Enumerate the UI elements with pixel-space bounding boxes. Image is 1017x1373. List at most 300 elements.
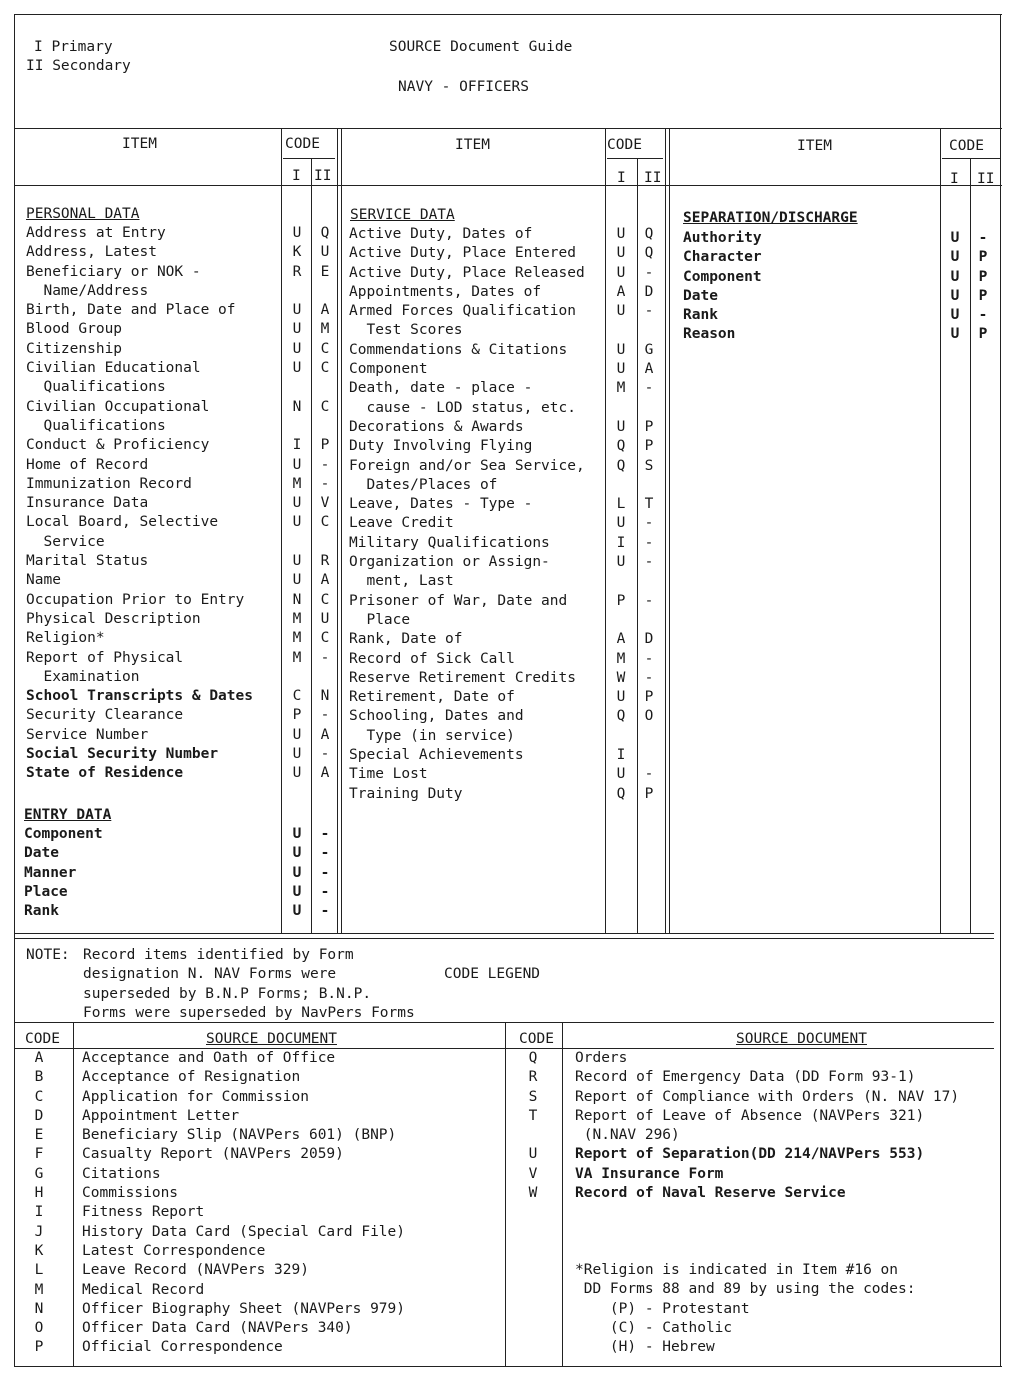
col1-code-split bbox=[311, 158, 312, 933]
legend-right-source-header: SOURCE DOCUMENT bbox=[736, 1031, 867, 1047]
personal-data-heading: PERSONAL DATA bbox=[26, 206, 140, 222]
secondary-code: C bbox=[320, 591, 330, 608]
primary-code: M bbox=[292, 475, 302, 492]
secondary-code: - bbox=[320, 746, 330, 763]
legend-code: K bbox=[34, 1242, 44, 1259]
primary-code: I bbox=[616, 747, 626, 764]
primary-code: N bbox=[292, 591, 302, 608]
primary-code: Q bbox=[616, 457, 626, 474]
secondary-code bbox=[316, 533, 334, 552]
item-row: Reserve Retirement Credits bbox=[349, 669, 576, 686]
item-row: Active Duty, Place Entered bbox=[349, 245, 576, 262]
secondary-code: - bbox=[978, 307, 988, 324]
item-row: Physical Description bbox=[26, 610, 201, 627]
col2-col3-divider-2 bbox=[669, 128, 670, 933]
note-text bbox=[83, 946, 415, 1023]
code1-underline bbox=[283, 158, 335, 159]
primary-code: U bbox=[950, 230, 960, 246]
personal-data-list bbox=[26, 224, 253, 784]
col2-code-header: CODE bbox=[607, 137, 642, 153]
primary-code: P bbox=[616, 592, 626, 609]
secondary-code: C bbox=[320, 340, 330, 357]
item-row: Dates/Places of bbox=[349, 476, 498, 493]
legend-code: S bbox=[528, 1088, 538, 1105]
col1-col2-divider-2 bbox=[341, 128, 342, 933]
legend-code: B bbox=[34, 1069, 44, 1086]
secondary-code: C bbox=[320, 630, 330, 647]
secondary-code: U bbox=[320, 610, 330, 627]
secondary-code: - bbox=[320, 864, 330, 881]
separation-primary-codes bbox=[946, 229, 964, 345]
secondary-code: - bbox=[320, 826, 330, 842]
code-legend-title: CODE LEGEND bbox=[444, 966, 541, 982]
item-row: Qualifications bbox=[26, 379, 166, 396]
legend-code: D bbox=[34, 1107, 44, 1124]
table-bottom-rule-2 bbox=[14, 938, 994, 939]
item-row: Beneficiary or NOK - bbox=[26, 263, 201, 280]
legend-document: Record of Emergency Data (DD Form 93-1) bbox=[575, 1069, 916, 1086]
primary-code: L bbox=[616, 496, 626, 513]
item-row: Type (in service) bbox=[349, 727, 515, 744]
item-row: Occupation Prior to Entry bbox=[26, 591, 245, 608]
legend-code: U bbox=[528, 1146, 538, 1163]
secondary-code: A bbox=[320, 726, 330, 743]
secondary-code: V bbox=[320, 495, 330, 512]
secondary-code: - bbox=[644, 650, 654, 667]
secondary-code: - bbox=[644, 669, 654, 686]
item-row: Examination bbox=[26, 668, 140, 685]
primary-code bbox=[612, 399, 630, 418]
legend-document: Medical Record bbox=[82, 1281, 205, 1298]
item-row: State of Residence bbox=[26, 765, 184, 782]
item-row: Leave Credit bbox=[349, 515, 454, 532]
secondary-code bbox=[640, 572, 658, 591]
secondary-code: - bbox=[320, 649, 330, 666]
personal-data-secondary-codes bbox=[316, 224, 334, 784]
col1-code-header: CODE bbox=[285, 136, 320, 152]
primary-code: M bbox=[292, 610, 302, 627]
secondary-code: U bbox=[320, 244, 330, 261]
item-row: Active Duty, Place Released bbox=[349, 264, 585, 281]
item-row: Insurance Data bbox=[26, 495, 149, 512]
item-row: Record of Sick Call bbox=[349, 650, 515, 667]
legend-document: Acceptance and Oath of Office bbox=[82, 1050, 336, 1066]
legend-document: VA Insurance Form bbox=[575, 1165, 724, 1182]
legend-code: Q bbox=[528, 1050, 538, 1066]
note-line: Forms were superseded by NavPers Forms bbox=[83, 1004, 415, 1021]
item-row: School Transcripts & Dates bbox=[26, 688, 253, 705]
legend-document: Official Correspondence bbox=[82, 1339, 283, 1356]
item-row: Civilian Educational bbox=[26, 360, 201, 377]
secondary-code: - bbox=[644, 380, 654, 397]
secondary-code: Q bbox=[644, 245, 654, 262]
religion-note-line: (C) - Catholic bbox=[575, 1319, 733, 1336]
col2-col3-divider bbox=[665, 128, 666, 933]
service-data-secondary-codes bbox=[640, 225, 658, 804]
item-row: Qualifications bbox=[26, 417, 166, 434]
religion-note-line: *Religion is indicated in Item #16 on bbox=[575, 1262, 899, 1278]
primary-code: U bbox=[292, 495, 302, 512]
item-row: Address at Entry bbox=[26, 225, 166, 241]
secondary-code bbox=[640, 727, 658, 746]
item-row: Active Duty, Dates of bbox=[349, 226, 533, 242]
primary-code: M bbox=[616, 380, 626, 397]
item-row: Armed Forces Qualification bbox=[349, 303, 576, 320]
legend-left-source-header: SOURCE DOCUMENT bbox=[206, 1031, 337, 1047]
item-row: Leave, Dates - Type - bbox=[349, 496, 533, 513]
item-row: Name/Address bbox=[26, 282, 149, 299]
item-row: Report of Physical bbox=[26, 649, 184, 666]
primary-code: U bbox=[616, 226, 626, 242]
secondary-code: P bbox=[644, 689, 654, 706]
col2-code-ii: II bbox=[644, 170, 662, 186]
primary-code: R bbox=[292, 263, 302, 280]
legend-code: V bbox=[528, 1165, 538, 1182]
legend-document: Report of Leave of Absence (NAVPers 321) bbox=[575, 1107, 925, 1124]
primary-code: U bbox=[292, 864, 302, 881]
service-data-list bbox=[349, 225, 585, 804]
secondary-code: T bbox=[644, 496, 654, 513]
item-row: Special Achievements bbox=[349, 747, 524, 764]
secondary-code bbox=[316, 378, 334, 397]
item-row: Immunization Record bbox=[26, 475, 192, 492]
primary-code: K bbox=[292, 244, 302, 261]
frame-top bbox=[14, 14, 1002, 15]
item-row: Address, Latest bbox=[26, 244, 157, 261]
legend-left-documents bbox=[82, 1049, 405, 1358]
legend-document: Report of Separation(DD 214/NAVPers 553) bbox=[575, 1146, 925, 1163]
legend-document: Leave Record (NAVPers 329) bbox=[82, 1262, 309, 1279]
secondary-code: A bbox=[644, 361, 654, 378]
entry-data-primary-codes bbox=[288, 825, 306, 921]
frame-bottom bbox=[14, 1366, 1002, 1367]
primary-code bbox=[288, 282, 306, 301]
col1-col2-divider bbox=[337, 128, 338, 933]
primary-code: U bbox=[950, 287, 960, 304]
legend-document: Commissions bbox=[82, 1185, 179, 1202]
item-row: Character bbox=[683, 249, 762, 266]
secondary-code: P bbox=[978, 326, 988, 343]
frame-right bbox=[1000, 14, 1001, 1367]
primary-code: U bbox=[616, 341, 626, 358]
legend-code: M bbox=[34, 1281, 44, 1298]
primary-code: U bbox=[292, 903, 302, 920]
entry-data-list bbox=[24, 825, 103, 921]
primary-code: U bbox=[950, 249, 960, 266]
legend-left-code-divider bbox=[73, 1022, 74, 1366]
legend-right-documents bbox=[575, 1049, 959, 1203]
primary-code: U bbox=[292, 553, 302, 570]
secondary-code: C bbox=[320, 514, 330, 531]
religion-note-line: (P) - Protestant bbox=[575, 1300, 750, 1317]
primary-code: U bbox=[292, 883, 302, 900]
secondary-code bbox=[640, 399, 658, 418]
religion-note-line: (H) - Hebrew bbox=[575, 1339, 715, 1356]
item-row: Schooling, Dates and bbox=[349, 708, 524, 725]
secondary-code bbox=[640, 746, 658, 765]
secondary-code: - bbox=[320, 845, 330, 862]
legend-code: A bbox=[34, 1050, 44, 1066]
legend-code: R bbox=[528, 1069, 538, 1086]
secondary-code: A bbox=[320, 302, 330, 319]
legend-right-codes bbox=[522, 1049, 544, 1203]
legend-document: Orders bbox=[575, 1050, 628, 1066]
primary-code: N bbox=[292, 398, 302, 415]
primary-code: U bbox=[616, 245, 626, 262]
item-row: Training Duty bbox=[349, 785, 463, 802]
primary-code bbox=[288, 668, 306, 687]
secondary-code: S bbox=[644, 457, 654, 474]
secondary-code bbox=[316, 668, 334, 687]
secondary-code: R bbox=[320, 553, 330, 570]
primary-code: U bbox=[292, 826, 302, 842]
col1-code-divider bbox=[281, 128, 282, 933]
service-data-primary-codes bbox=[612, 225, 630, 804]
legend-document: Fitness Report bbox=[82, 1204, 205, 1221]
item-row: Time Lost bbox=[349, 766, 428, 783]
primary-code: U bbox=[616, 766, 626, 783]
item-row: Name bbox=[26, 572, 61, 589]
secondary-code: - bbox=[978, 230, 988, 246]
primary-code: M bbox=[616, 650, 626, 667]
col3-code-divider bbox=[940, 128, 941, 933]
primary-code: Q bbox=[616, 708, 626, 725]
primary-code: U bbox=[616, 689, 626, 706]
legend-code: P bbox=[34, 1339, 44, 1356]
item-row: ment, Last bbox=[349, 573, 454, 590]
secondary-code bbox=[316, 417, 334, 436]
secondary-code: C bbox=[320, 398, 330, 415]
primary-code: U bbox=[950, 326, 960, 343]
primary-code: U bbox=[292, 456, 302, 473]
secondary-code: Q bbox=[320, 225, 330, 241]
legend-code: H bbox=[34, 1185, 44, 1202]
legend-code: O bbox=[34, 1320, 44, 1337]
legend-document: Officer Biography Sheet (NAVPers 979) bbox=[82, 1300, 406, 1317]
legend-document: Acceptance of Resignation bbox=[82, 1069, 301, 1086]
entry-row: Place bbox=[24, 883, 68, 900]
header-rule bbox=[14, 128, 1002, 129]
secondary-code: - bbox=[320, 883, 330, 900]
col3-code-i: I bbox=[950, 171, 959, 187]
separation-list bbox=[683, 229, 762, 345]
item-row: Home of Record bbox=[26, 456, 149, 473]
secondary-code: P bbox=[978, 268, 988, 285]
legend-document: (N.NAV 296) bbox=[575, 1127, 680, 1144]
primary-code: M bbox=[292, 649, 302, 666]
secondary-code: - bbox=[644, 264, 654, 281]
item-row: Civilian Occupational bbox=[26, 398, 210, 415]
table-bottom-rule bbox=[14, 933, 994, 934]
primary-code bbox=[288, 378, 306, 397]
item-row: Reason bbox=[683, 326, 736, 343]
primary-code: U bbox=[292, 572, 302, 589]
item-row: Decorations & Awards bbox=[349, 418, 524, 435]
col2-code-split bbox=[637, 158, 638, 933]
secondary-code: - bbox=[320, 475, 330, 492]
legend-code: L bbox=[34, 1262, 44, 1279]
secondary-code bbox=[316, 282, 334, 301]
col3-item-header: ITEM bbox=[797, 138, 832, 154]
item-row: Retirement, Date of bbox=[349, 689, 515, 706]
primary-code: U bbox=[616, 264, 626, 281]
primary-code: U bbox=[616, 418, 626, 435]
legend-code bbox=[522, 1126, 544, 1145]
item-row: Place bbox=[349, 611, 411, 628]
note-line: designation N. NAV Forms were bbox=[83, 966, 337, 983]
item-row: Rank bbox=[683, 307, 718, 324]
col1-item-header: ITEM bbox=[122, 136, 157, 152]
item-row: cause - LOD status, etc. bbox=[349, 399, 576, 416]
primary-code bbox=[612, 727, 630, 746]
legend-document: Citations bbox=[82, 1165, 161, 1182]
legend-document: Report of Compliance with Orders (N. NAV 17) bbox=[575, 1088, 960, 1105]
secondary-code bbox=[640, 321, 658, 340]
item-row: Component bbox=[349, 361, 428, 378]
entry-data-heading: ENTRY DATA bbox=[24, 807, 112, 823]
primary-code: U bbox=[292, 514, 302, 531]
primary-code: M bbox=[292, 630, 302, 647]
primary-code: I bbox=[292, 437, 302, 454]
primary-code: A bbox=[616, 283, 626, 300]
primary-code bbox=[612, 476, 630, 495]
item-row: Death, date - place - bbox=[349, 380, 533, 397]
secondary-code: - bbox=[644, 592, 654, 609]
religion-note-line: DD Forms 88 and 89 by using the codes: bbox=[575, 1281, 916, 1298]
primary-code: P bbox=[292, 707, 302, 724]
secondary-code: - bbox=[644, 515, 654, 532]
note-label: NOTE: bbox=[26, 947, 70, 963]
legend-code: T bbox=[528, 1107, 538, 1124]
entry-row: Component bbox=[24, 826, 103, 842]
legend-code: F bbox=[34, 1146, 44, 1163]
legend-code: I bbox=[34, 1204, 44, 1221]
primary-code bbox=[612, 572, 630, 591]
secondary-code: D bbox=[644, 283, 654, 300]
item-row: Religion* bbox=[26, 630, 105, 647]
legend-right-code-divider bbox=[562, 1022, 563, 1366]
item-row: Security Clearance bbox=[26, 707, 184, 724]
entry-row: Rank bbox=[24, 903, 59, 920]
entry-row: Date bbox=[24, 845, 59, 862]
secondary-code: A bbox=[320, 572, 330, 589]
entry-data-secondary-codes bbox=[316, 825, 334, 921]
secondary-code: P bbox=[320, 437, 330, 454]
item-row: Service Number bbox=[26, 726, 149, 743]
item-row: Military Qualifications bbox=[349, 534, 550, 551]
legend-document: History Data Card (Special Card File) bbox=[82, 1223, 406, 1240]
primary-code: U bbox=[950, 268, 960, 285]
secondary-code: C bbox=[320, 360, 330, 377]
legend-code: W bbox=[528, 1185, 538, 1202]
item-row: Service bbox=[26, 533, 105, 550]
secondary-label: II Secondary bbox=[26, 58, 131, 74]
primary-code: I bbox=[616, 534, 626, 551]
col2-code-divider bbox=[605, 128, 606, 933]
primary-code: U bbox=[616, 554, 626, 571]
primary-code: U bbox=[950, 307, 960, 324]
legend-mid-divider bbox=[505, 1022, 506, 1366]
legend-document: Application for Commission bbox=[82, 1088, 309, 1105]
legend-left-code-header: CODE bbox=[25, 1031, 60, 1047]
secondary-code: - bbox=[644, 303, 654, 320]
primary-code: Q bbox=[616, 785, 626, 802]
item-row: Foreign and/or Sea Service, bbox=[349, 457, 585, 474]
primary-label: I Primary bbox=[34, 39, 113, 55]
item-row: Prisoner of War, Date and bbox=[349, 592, 568, 609]
primary-code bbox=[612, 611, 630, 630]
primary-code: Q bbox=[616, 438, 626, 455]
primary-code: U bbox=[292, 360, 302, 377]
primary-code: U bbox=[292, 726, 302, 743]
primary-code: U bbox=[292, 765, 302, 782]
secondary-code bbox=[640, 476, 658, 495]
primary-code: U bbox=[292, 302, 302, 319]
secondary-code: A bbox=[320, 765, 330, 782]
column-header-rule bbox=[14, 185, 1002, 186]
primary-code: U bbox=[292, 746, 302, 763]
item-row: Citizenship bbox=[26, 340, 123, 357]
service-data-heading: SERVICE DATA bbox=[350, 207, 455, 223]
legend-document: Latest Correspondence bbox=[82, 1242, 266, 1259]
primary-code bbox=[288, 417, 306, 436]
primary-code: U bbox=[616, 361, 626, 378]
secondary-code: - bbox=[644, 766, 654, 783]
primary-code: U bbox=[616, 515, 626, 532]
item-row: Test Scores bbox=[349, 322, 463, 339]
note-line: Record items identified by Form bbox=[83, 947, 354, 963]
legend-document: Appointment Letter bbox=[82, 1107, 240, 1124]
primary-code: U bbox=[292, 321, 302, 338]
item-row: Conduct & Proficiency bbox=[26, 437, 210, 454]
item-row: Date bbox=[683, 287, 718, 304]
legend-code: N bbox=[34, 1300, 44, 1317]
item-row: Blood Group bbox=[26, 321, 123, 338]
page-title: SOURCE Document Guide bbox=[389, 39, 573, 55]
col3-code-split bbox=[970, 158, 971, 933]
secondary-code: M bbox=[320, 321, 330, 338]
col1-code-ii: II bbox=[314, 168, 332, 184]
legend-document: Beneficiary Slip (NAVPers 601) (BNP) bbox=[82, 1127, 397, 1144]
item-row: Appointments, Dates of bbox=[349, 283, 542, 300]
col3-code-header: CODE bbox=[949, 138, 984, 154]
item-row: Marital Status bbox=[26, 553, 149, 570]
primary-code bbox=[288, 533, 306, 552]
primary-code: C bbox=[292, 688, 302, 705]
legend-code: J bbox=[34, 1223, 44, 1240]
item-row: Component bbox=[683, 268, 762, 285]
primary-code: U bbox=[616, 303, 626, 320]
secondary-code: O bbox=[644, 708, 654, 725]
secondary-code: - bbox=[320, 456, 330, 473]
item-row: Local Board, Selective bbox=[26, 514, 219, 531]
col1-code-i: I bbox=[292, 168, 301, 184]
secondary-code: - bbox=[320, 707, 330, 724]
item-row: Authority bbox=[683, 230, 762, 246]
col2-code-i: I bbox=[617, 170, 626, 186]
primary-code: U bbox=[292, 845, 302, 862]
secondary-code: P bbox=[644, 418, 654, 435]
secondary-code: P bbox=[978, 249, 988, 266]
note-line: superseded by B.N.P Forms; B.N.P. bbox=[83, 985, 372, 1002]
legend-left-codes bbox=[28, 1049, 50, 1358]
legend-code: C bbox=[34, 1088, 44, 1105]
primary-code bbox=[612, 321, 630, 340]
primary-code: U bbox=[292, 340, 302, 357]
separation-heading: SEPARATION/DISCHARGE bbox=[683, 210, 858, 226]
secondary-code: P bbox=[644, 438, 654, 455]
page-subtitle: NAVY - OFFICERS bbox=[398, 79, 529, 95]
